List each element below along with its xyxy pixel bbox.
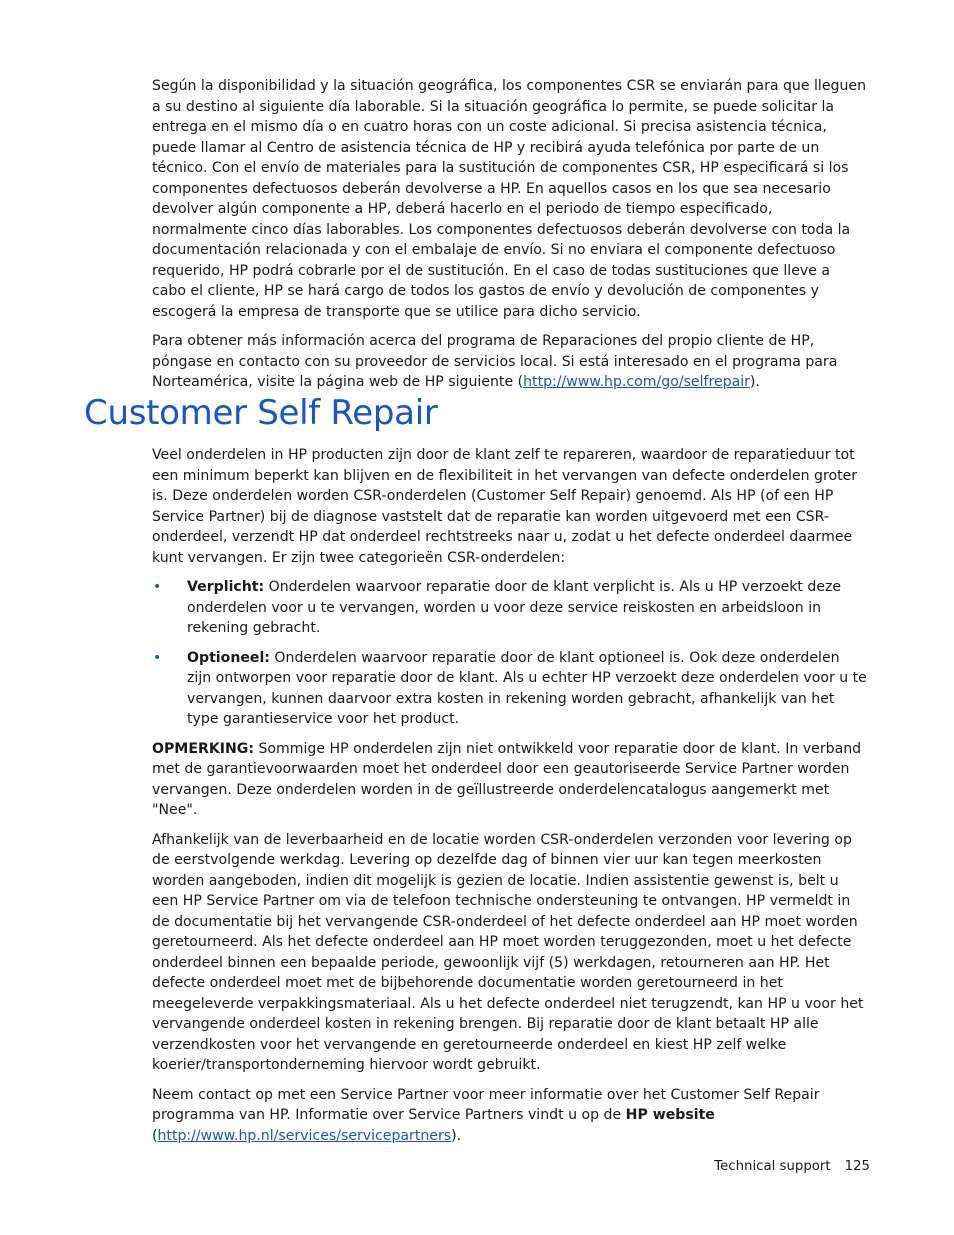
spanish-paragraph-2-end: ). (749, 374, 760, 390)
note-paragraph (152, 739, 868, 821)
csr-category-list (152, 577, 868, 730)
contact-bold: HP website (625, 1107, 715, 1123)
dutch-section (152, 445, 868, 1146)
list-item-verplicht (152, 577, 868, 639)
contact-paragraph (152, 1085, 868, 1147)
note-label: OPMERKING: (152, 740, 254, 757)
spanish-paragraph-2-text: Para obtener más información acerca del programa de Reparaciones del propio cliente de HP, póngase en contacto con su proveedor de servicios local. Si está interesado en el programa para Norteamérica, visite la página web de HP siguiente ( (152, 333, 838, 390)
list-item-label: Optioneel: (187, 649, 270, 666)
spanish-section (152, 76, 868, 393)
list-item-text: Onderdelen waarvoor reparatie door de klant optioneel is. Ook deze onderdelen zijn ontworpen voor reparatie door de klant. Als u echter HP verzoekt deze onderdelen voor u te vervangen, kunnen daarvoor extra kosten in rekening worden gebracht, afhankelijk van het type garantieservice voor het product. (187, 649, 867, 727)
hp-servicepartners-link[interactable]: http://www.hp.nl/services/servicepartners (157, 1127, 452, 1144)
page-footer (714, 1158, 870, 1176)
bullet-icon: • (153, 579, 162, 595)
bullet-icon: • (153, 649, 162, 666)
section-title: Customer Self Repair (84, 393, 438, 433)
list-item-text: Onderdelen waarvoor reparatie door de klant verplicht is. Als u HP verzoekt deze onderdelen voor u te vervangen, worden u voor deze service reiskosten en arbeidsloon in rekening gebracht. (187, 579, 842, 636)
footer-section-name: Technical support (714, 1159, 831, 1174)
hp-selfrepair-link[interactable]: http://www.hp.com/go/selfrepair (523, 374, 750, 390)
spanish-paragraph-2 (152, 331, 868, 393)
list-item-optioneel (152, 648, 868, 730)
dutch-intro-paragraph: Veel onderdelen in HP producten zijn door de klant zelf te repareren, waardoor de reparatieduur tot een minimum beperkt kan blijven en de flexibiliteit in het vervangen van defecte onderdelen groter is. Deze onderdelen worden CSR-onderdelen (Customer Self Repair) genoemd. Als HP (of een HP Service Partner) bij de diagnose vaststelt dat de reparatie kan worden uitgevoerd met een CSR-onderdeel, verzendt HP dat onderdeel rechtstreeks naar u, zodat u het defecte onderdeel daarmee kunt vervangen. Er zijn twee categorieën CSR-onderdelen: (152, 447, 858, 566)
contact-open-paren: ( (152, 1127, 158, 1144)
page-number: 125 (844, 1159, 870, 1174)
list-item-label: Verplicht: (187, 579, 265, 595)
contact-text: Neem contact op met een Service Partner voor meer informatie over het Customer Self Repair programma van HP. Informatie over Service Partners vindt u op de (152, 1086, 820, 1123)
note-text: Sommige HP onderdelen zijn niet ontwikkeld voor reparatie door de klant. In verband met de garantievoorwaarden moet het onderdeel door een geautoriseerde Service Partner worden vervangen. Deze onderdelen worden in de geïllustreerde onderdelencatalogus aangemerkt met "Nee". (152, 740, 862, 818)
spanish-paragraph-1: Según la disponibilidad y la situación geográfica, los componentes CSR se enviarán para que lleguen a su destino al siguiente día laborable. Si la situación geográfica lo permite, se puede solicitar la entrega en el mismo día o en cuatro horas con un coste adicional. Si precisa asistencia técnica, puede llamar al Centro de asistencia técnica de HP y recibirá ayuda telefónica por parte de un técnico. Con el envío de materiales para la sustitución de componentes CSR, HP especificará si los componentes defectuosos deberán devolverse a HP. En aquellos casos en los que sea necesario devolver algún componente a HP, deberá hacerlo en el periodo de tiempo especificado, normalmente cinco días laborables. Los componentes defectuosos deberán devolverse con toda la documentación relacionada y con el embalaje de envío. Si no enviara el componente defectuoso requerido, HP podrá cobrarle por el de sustitución. En el caso de todas sustituciones que lleve a cabo el cliente, HP se hará cargo de todos los gastos de envío y devolución de componentes y escogerá la empresa de transporte que se utilice para dicho servicio. (152, 78, 866, 320)
contact-end: ). (451, 1127, 462, 1144)
delivery-paragraph: Afhankelijk van de leverbaarheid en de locatie worden CSR-onderdelen verzonden voor levering op de eerstvolgende werkdag. Levering op dezelfde dag of binnen vier uur kan tegen meerkosten worden aangeboden, indien dit mogelijk is gezien de locatie. Indien assistentie gewenst is, belt u een HP Service Partner om via de telefoon technische ondersteuning te ontvangen. HP vermeldt in de documentatie bij het vervangende CSR-onderdeel of het defecte onderdeel aan HP moet worden geretourneerd. Als het defecte onderdeel aan HP moet worden teruggezonden, moet u het defecte onderdeel binnen een bepaalde periode, gewoonlijk vijf (5) werkdagen, retourneren aan HP. Het defecte onderdeel moet met de bijbehorende documentatie worden geretourneerd in het meegeleverde verpakkingsmateriaal. Als u het defecte onderdeel niet terugzendt, kan HP u voor het vervangende onderdeel kosten in rekening brengen. Bij reparatie door de klant betaalt HP alle verzendkosten voor het vervangende en geretourneerde onderdeel en kiest HP zelf welke koerier/transportonderneming hiervoor wordt gebruikt. (152, 831, 864, 1073)
